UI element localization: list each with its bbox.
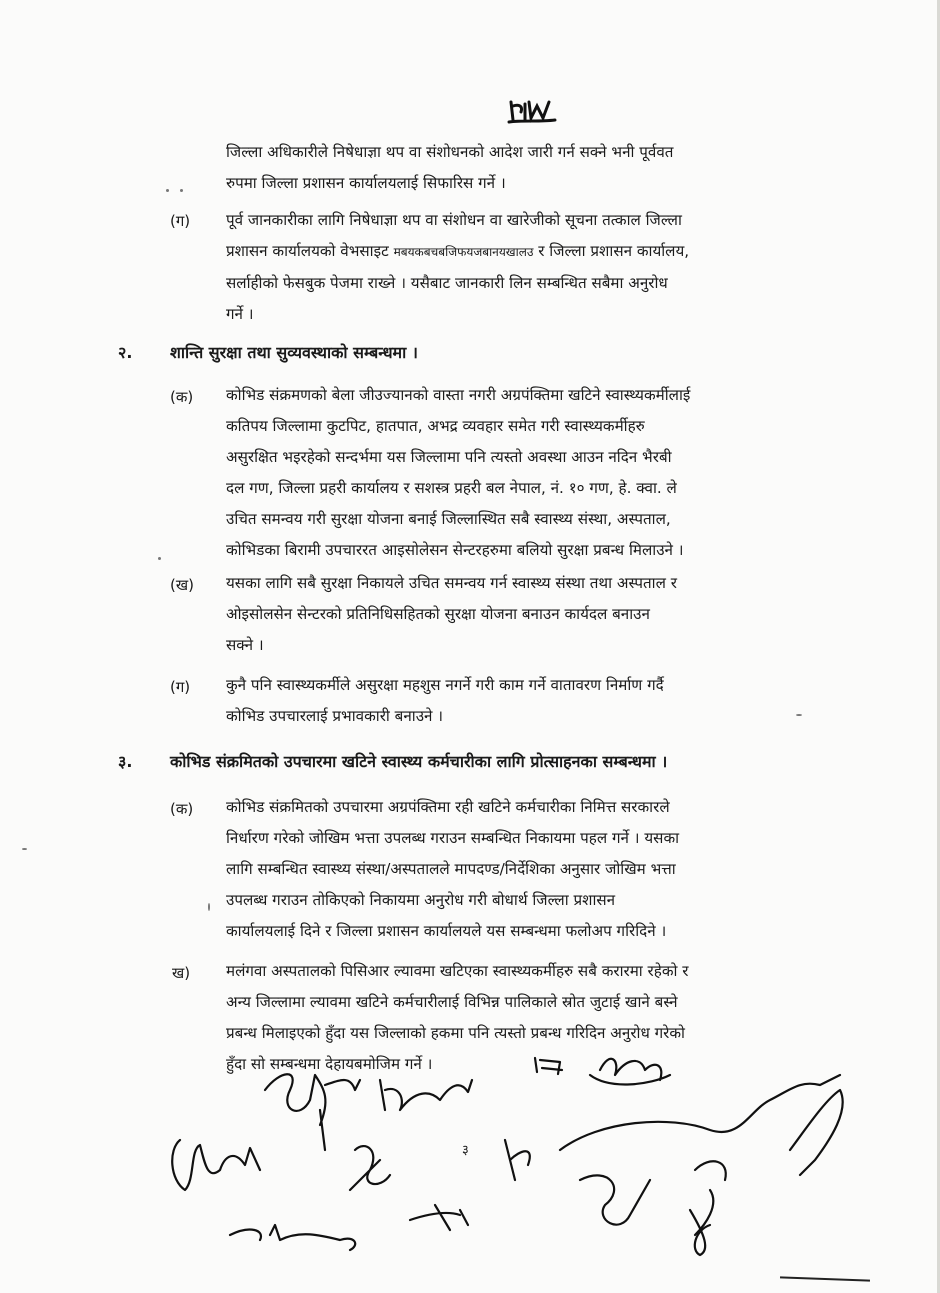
signature bbox=[580, 1175, 650, 1224]
text-line: कोभिड संक्रमणको बेला जीउज्यानको वास्ता नगरी अग्रपंक्तिमा खटिने स्वास्थ्यकर्मीलाई bbox=[226, 386, 691, 404]
text-line: मलंगवा अस्पतालको पिसिआर ल्यावमा खटिएका स्वास्थ्यकर्मीहरु सबै करारमा रहेको र bbox=[226, 962, 689, 980]
scan-speck bbox=[180, 189, 183, 192]
text-line: अन्य जिल्लामा ल्यावमा खटिने कर्मचारीलाई विभिन्न पालिकाले स्रोत जुटाई खाने बस्ने bbox=[226, 993, 678, 1011]
signature bbox=[505, 1140, 530, 1180]
text-line bbox=[226, 236, 816, 268]
signature bbox=[410, 1205, 468, 1230]
text-line: सक्ने । bbox=[226, 636, 264, 654]
scan-speck bbox=[166, 189, 169, 192]
text-line: हुँदा सो सम्बन्धमा देहायबमोजिम गर्ने । bbox=[226, 1055, 433, 1073]
scan-speck bbox=[208, 903, 210, 911]
text-line: प्रबन्ध मिलाइएको हुँदा यस जिल्लाको हकमा पनि त्यस्तो प्रबन्ध गरिदिन अनुरोध गरेको bbox=[226, 1024, 685, 1042]
section-number: २. bbox=[118, 343, 133, 362]
signatures-block bbox=[150, 1030, 890, 1280]
signature bbox=[790, 1090, 843, 1175]
item-label: (ग) bbox=[170, 678, 191, 696]
scan-speck bbox=[796, 714, 802, 716]
signature bbox=[380, 1080, 472, 1110]
text-segment: प्रशासन कार्यालयको वेभसाइट bbox=[226, 242, 389, 260]
section-heading: कोभिड संक्रमितको उपचारमा खटिने स्वास्थ्य कर्मचारीका लागि प्रोत्साहनका सम्बन्धमा । bbox=[170, 752, 668, 771]
signature bbox=[590, 1059, 670, 1085]
item-label: (ख) bbox=[170, 576, 194, 594]
item-paragraph bbox=[226, 380, 816, 566]
text-line: कार्यालयलाई दिने र जिल्ला प्रशासन कार्यालयले यस सम्बन्धमा फलोअप गरिदिने । bbox=[226, 922, 667, 940]
section-heading: शान्ति सुरक्षा तथा सुव्यवस्थाको सम्बन्धमा । bbox=[170, 343, 418, 362]
signature bbox=[230, 1225, 355, 1250]
text-line: पूर्व जानकारीका लागि निषेधाज्ञा थप वा संशोधन वा खारेजीको सूचना तत्काल जिल्ला bbox=[226, 211, 682, 229]
text-line: दल गण, जिल्ला प्रहरी कार्यालय र सशस्त्र प्रहरी बल नेपाल, नं. १० गण, हे. क्वा. ले bbox=[226, 479, 677, 497]
text-line: कुनै पनि स्वास्थ्यकर्मीले असुरक्षा महशुस नगर्ने गरी काम गर्ने वातावरण निर्माण गर्दै bbox=[226, 676, 664, 694]
continuation-paragraph bbox=[226, 137, 814, 199]
item-label: ख) bbox=[172, 964, 191, 982]
text-line: कोभिडका बिरामी उपचाररत आइसोलेसन सेन्टरहरुमा बलियो सुरक्षा प्रबन्ध मिलाउने । bbox=[226, 541, 684, 559]
text-line: सर्लाहीको फेसबुक पेजमा राख्ने । यसैबाट जानकारी लिन सम्बन्धित सबैमा अनुरोध bbox=[226, 274, 668, 292]
item-paragraph bbox=[226, 792, 816, 947]
signature bbox=[690, 1210, 710, 1255]
text-line: कोभिड संक्रमितको उपचारमा अग्रपंक्तिमा रही खटिने कर्मचारीका निमित्त सरकारले bbox=[226, 798, 670, 816]
text-line: जिल्ला अधिकारीले निषेधाज्ञा थप वा संशोधनको आदेश जारी गर्न सक्ने भनी पूर्ववत bbox=[226, 143, 674, 161]
section-number: ३. bbox=[118, 752, 133, 771]
item-paragraph bbox=[226, 670, 816, 732]
text-line: कतिपय जिल्लामा कुटपिट, हातपात, अभद्र व्यवहार समेत गरी स्वास्थ्यकर्मीहरु bbox=[226, 417, 645, 435]
text-line: रुपमा जिल्ला प्रशासन कार्यालयलाई सिफारिस गर्ने । bbox=[226, 174, 506, 192]
website-text: मबयकबचबजिफयजबानयखालउ bbox=[393, 245, 534, 259]
text-segment: र जिल्ला प्रशासन कार्यालय, bbox=[538, 242, 690, 260]
text-line: कोभिड उपचारलाई प्रभावकारी बनाउने । bbox=[226, 707, 444, 725]
text-line: असुरक्षित भइरहेको सन्दर्भमा यस जिल्लामा पनि त्यस्तो अवस्था आउन नदिन भैरबी bbox=[226, 448, 672, 466]
item-paragraph bbox=[226, 205, 816, 330]
text-line: उपलब्ध गराउन तोकिएको निकायमा अनुरोध गरी बोधार्थ जिल्ला प्रशासन bbox=[226, 891, 616, 909]
text-line: निर्धारण गरेको जोखिम भत्ता उपलब्ध गराउन सम्बन्धित निकायमा पहल गर्ने । यसका bbox=[226, 829, 680, 847]
signature bbox=[265, 1074, 360, 1125]
text-line: ओइसोलसेन सेन्टरको प्रतिनिधिसहितको सुरक्षा योजना बनाउन कार्यदल बनाउन bbox=[226, 605, 650, 623]
item-label: (क) bbox=[170, 800, 194, 818]
text-line: गर्ने । bbox=[226, 305, 254, 323]
text-line: लागि सम्बन्धित स्वास्थ्य संस्था/अस्पतालले मापदण्ड/निर्देशिका अनुसार जोखिम भत्ता bbox=[226, 860, 676, 878]
initial-mark-top bbox=[503, 94, 559, 126]
item-label: (ग) bbox=[170, 212, 191, 230]
scan-speck bbox=[22, 848, 27, 850]
page-number: ३ bbox=[462, 1143, 469, 1158]
signature bbox=[535, 1058, 562, 1074]
text-line: उचित समन्वय गरी सुरक्षा योजना बनाई जिल्लास्थित सबै स्वास्थ्य संस्था, अस्पताल, bbox=[226, 510, 671, 528]
item-paragraph bbox=[226, 568, 816, 661]
signature bbox=[695, 1161, 726, 1235]
text-line: यसका लागि सबै सुरक्षा निकायले उचित समन्वय गर्न स्वास्थ्य संस्था तथा अस्पताल र bbox=[226, 574, 677, 592]
signature bbox=[350, 1146, 390, 1190]
scan-speck bbox=[158, 557, 161, 560]
item-label: (क) bbox=[170, 388, 194, 406]
signature bbox=[172, 1140, 260, 1190]
